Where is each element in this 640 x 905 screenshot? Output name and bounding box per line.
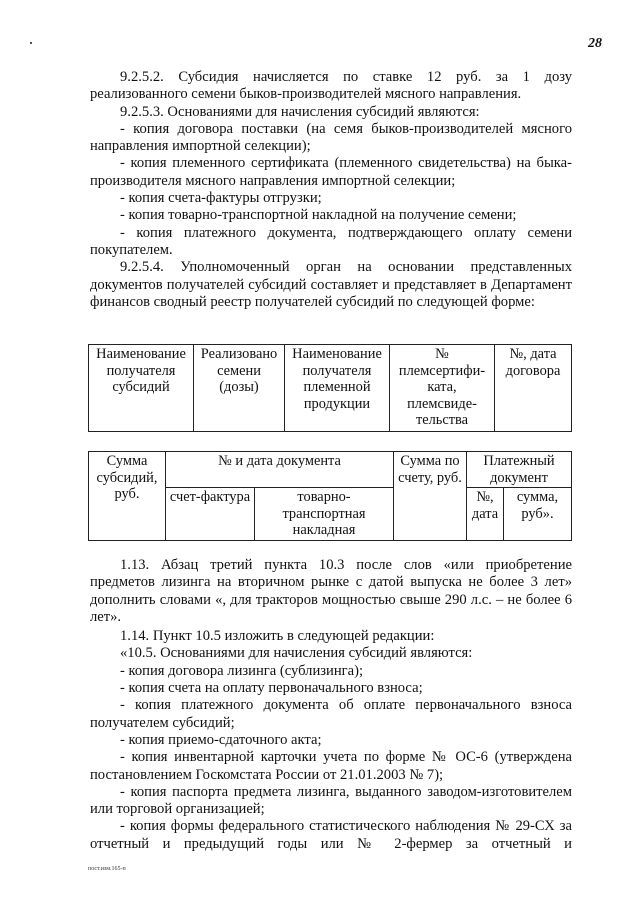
paragraph: 1.14. Пункт 10.5 изложить в следующей редакции: [120, 628, 435, 645]
list-item: - копия договора поставки (на семя быков-производителей мясного направления импортной селекции); [90, 120, 572, 155]
paragraph: 9.2.5.3. Основаниями для начисления субсидий являются: [120, 103, 480, 120]
registry-table-2 [88, 451, 572, 541]
paragraph: 9.2.5.2. Субсидия начисляется по ставке 12 руб. за 1 дозу реализованного семени быков-производителей мясного направления. [90, 69, 572, 103]
table-header-cell: № и дата документа [166, 452, 394, 488]
table-header-cell: товарно-транспортная накладная [255, 488, 394, 541]
list-item: - копия приемо-сдаточного акта; [120, 731, 322, 748]
list-item: - копия платежного документа об оплате первоначального взноса получателем субсидий; [90, 697, 572, 731]
list-item: - копия договора лизинга (сублизинга); [120, 662, 364, 679]
table-header-cell: Платежный документ [467, 452, 572, 488]
footer-note: пост.изм.165-п [88, 866, 126, 872]
table-header-cell: Реализовано семени (дозы) [194, 345, 285, 432]
list-item: - копия платежного документа, подтверждающего оплату семени покупателем. [90, 224, 572, 258]
paragraph: 1.13. Абзац третий пункта 10.3 после слов «или приобретение предметов лизинга на вторичном рынке с датой выпуска не более 3 лет» дополнить словами «, для тракторов мощностью свыше 290 л.с. – не более 6 лет». [90, 557, 572, 625]
list-item: - копия счета на оплату первоначального взноса; [120, 680, 423, 697]
table-header-cell: №, дата [467, 488, 504, 541]
table-header-cell: Сумма субсидий, руб. [89, 452, 166, 541]
table-header-cell: № племсертифи-ката, племсвиде-тельства [390, 345, 495, 432]
text-block-bottom [90, 557, 572, 853]
paragraph: 9.2.5.4. Уполномоченный орган на основании представленных документов получателей субсидий составляет и представляет в Департамент финансов сводный реестр получателей субсидий по следующей форме: [90, 259, 572, 310]
list-item: - копия племенного сертификата (племенного свидетельства) на быка-производителя мясного направления импортной селекции; [90, 155, 572, 189]
table-header-cell: №, дата договора [495, 345, 572, 432]
text-block-top [90, 69, 572, 311]
table-header-cell: Сумма по счету, руб. [394, 452, 467, 541]
page-number: 28 [588, 36, 602, 51]
list-item: - копия формы федерального статистического наблюдения № 29-СХ за отчетный и предыдущий годы или № 2-фермер за отчетный и [90, 818, 572, 852]
registry-table-1 [88, 344, 572, 432]
scan-speck [30, 42, 32, 44]
list-item: - копия товарно-транспортной накладной на получение семени; [120, 207, 517, 224]
table-header-cell: счет-фактура [166, 488, 255, 541]
list-item: - копия счета-фактуры отгрузки; [120, 190, 322, 207]
list-item: - копия паспорта предмета лизинга, выданного заводом-изготовителем или торговой организацией; [90, 783, 572, 818]
paragraph: «10.5. Основаниями для начисления субсидий являются: [120, 645, 473, 662]
table-header-cell: Наименование получателя племенной продукции [285, 345, 390, 432]
table-header-cell: Наименование получателя субсидий [89, 345, 194, 432]
table-header-cell: сумма, руб». [504, 488, 572, 541]
list-item: - копия инвентарной карточки учета по форме № ОС-6 (утверждена постановлением Госкомстата России от 21.01.2003 № 7); [90, 749, 572, 783]
